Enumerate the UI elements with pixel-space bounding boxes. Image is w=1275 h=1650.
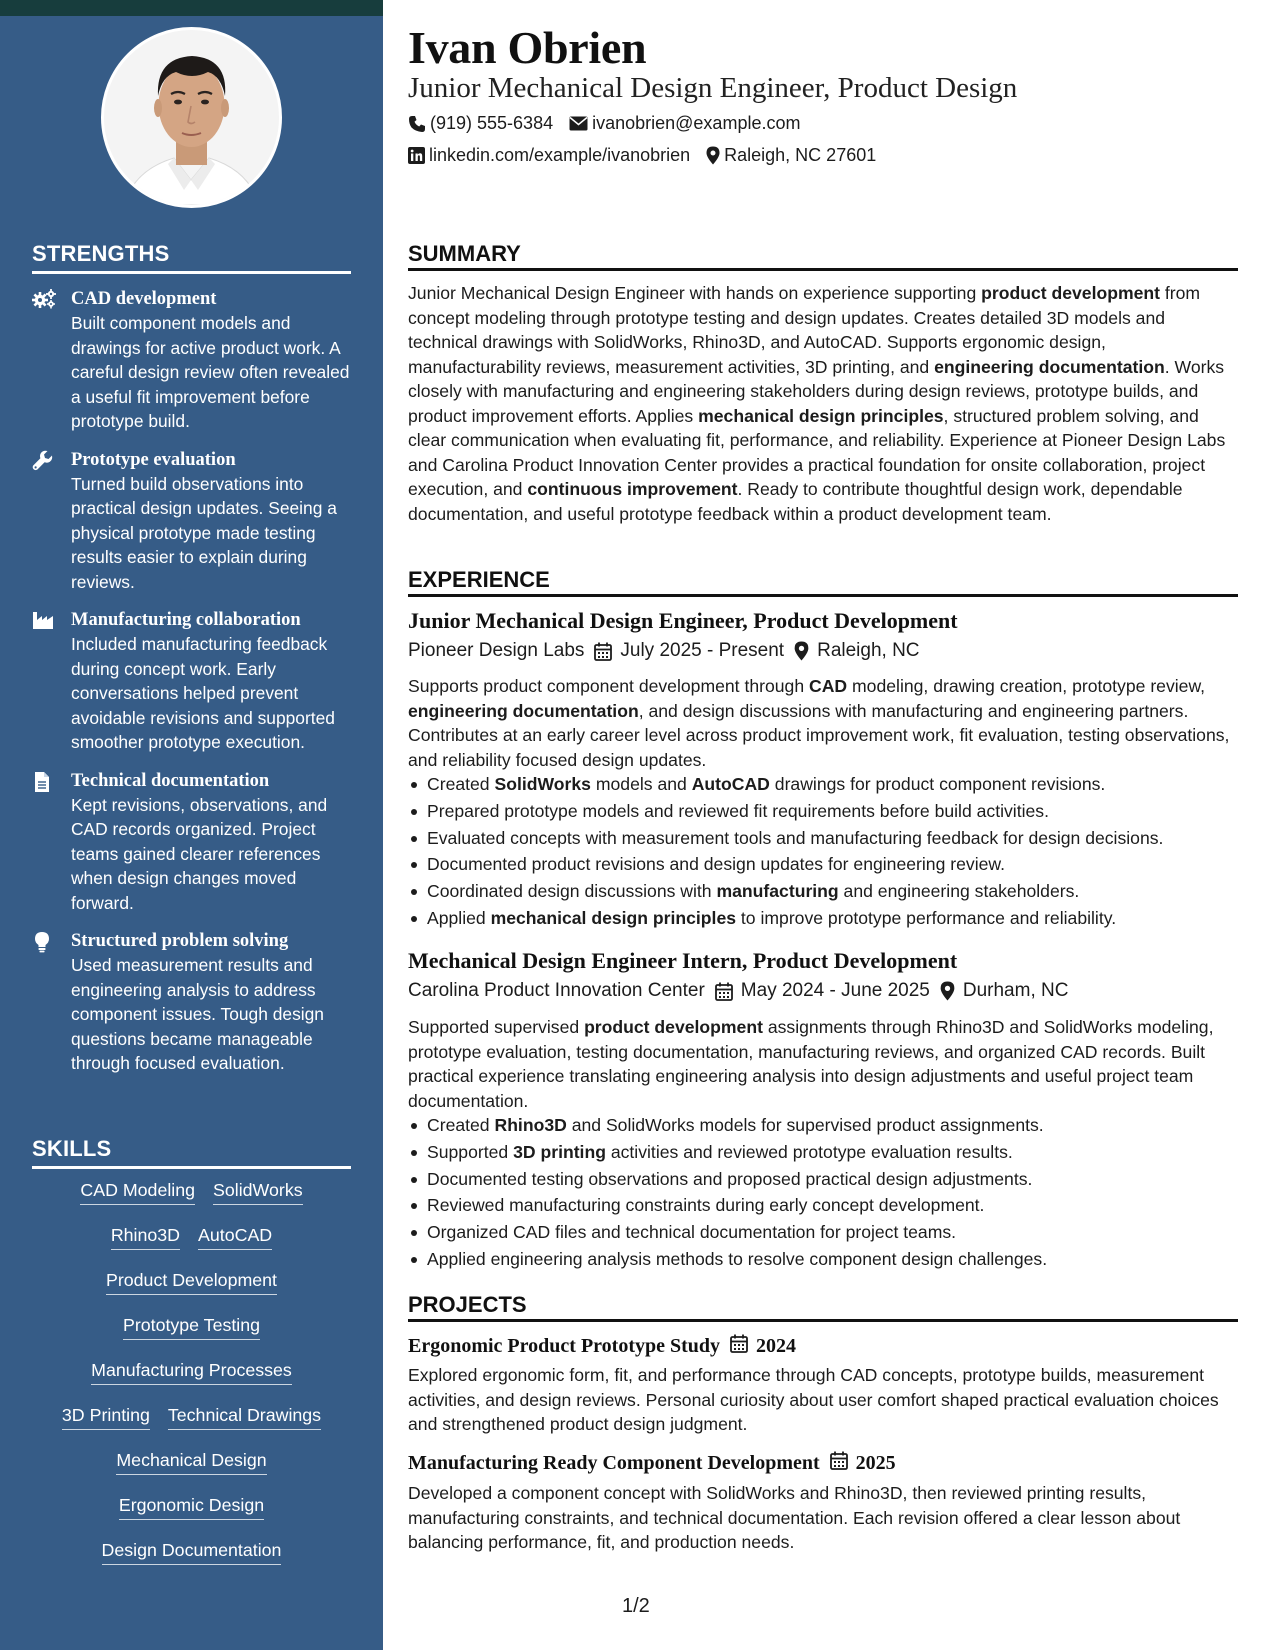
page-number: 1/2: [622, 1595, 650, 1617]
project-description: Developed a component concept with SolidWorks and Rhino3D, then reviewed printing results, manufacturing constraints, and technical documentation. Each revision offered a clear lesson about balancing performance, fit, and production needs.: [408, 1483, 1181, 1552]
bold-text: engineering documentation: [934, 356, 1165, 377]
summary-text: [408, 281, 1238, 526]
text-run: Supported: [427, 1141, 514, 1162]
skill-chip: Product Development: [106, 1268, 277, 1295]
bullet-item: [408, 771, 1238, 798]
text-run: , structured problem solving, and clear communication when evaluating fit, performance, and reliability. Experience at Pioneer Design Labs and Carolina Product Innovation Center provides a practical foundation for onsite collaboration, project execution, and: [408, 405, 1226, 499]
strengths-heading: STRENGTHS: [32, 241, 351, 274]
strength-item: [32, 287, 354, 434]
project-date: [830, 1451, 896, 1476]
skill-row: [32, 1403, 351, 1448]
text-run: Supports product component development through: [408, 676, 810, 696]
bold-text: mechanical design principles: [490, 907, 737, 928]
strength-description: Built component models and drawings for active product work. A careful design review often revealed a useful fit improvement before prototype build.: [71, 313, 350, 431]
bold-text: continuous improvement: [527, 479, 738, 499]
skill-chip: Manufacturing Processes: [91, 1358, 292, 1385]
project-title-row: [408, 1451, 896, 1476]
bullet-item: [408, 1246, 1238, 1273]
linkedin-icon: [408, 147, 425, 164]
calendar-icon: [730, 1334, 748, 1359]
location-text: Raleigh, NC 27601: [724, 145, 877, 165]
skill-chip: Rhino3D: [111, 1223, 180, 1250]
project-title: Ergonomic Product Prototype Study: [408, 1335, 721, 1357]
text-run: Applied: [427, 907, 491, 928]
project-year: 2024: [756, 1335, 797, 1357]
text-run: Created: [427, 1115, 495, 1135]
map-pin-icon: [940, 981, 955, 1001]
text-run: Reviewed manufacturing constraints during early concept development.: [427, 1195, 985, 1216]
strength-title: Manufacturing collaboration: [71, 610, 301, 630]
linkedin-contact: [408, 145, 690, 166]
phone-contact: [408, 113, 553, 134]
job-description: [408, 674, 1238, 772]
profile-photo: [101, 27, 282, 208]
text-run: to improve prototype performance and reliability.: [736, 907, 1117, 928]
text-run: Junior Mechanical Design Engineer with hands on experience supporting: [408, 283, 982, 303]
bullet-item: [408, 825, 1238, 852]
text-run: Applied engineering analysis methods to resolve component design challenges.: [427, 1248, 1048, 1269]
bold-text: Rhino3D: [494, 1115, 567, 1135]
job-title: Mechanical Design Engineer Intern, Product Development: [408, 948, 958, 973]
skill-row: [32, 1268, 351, 1313]
company-name: Carolina Product Innovation Center: [408, 980, 705, 1001]
project-date: [730, 1334, 796, 1359]
job-dates: [594, 640, 784, 662]
map-pin-icon: [706, 146, 720, 165]
bullet-item: [408, 798, 1238, 825]
bold-text: manufacturing: [716, 881, 839, 902]
email-contact: [569, 113, 800, 134]
job-meta: [408, 640, 920, 662]
document-icon: [32, 771, 56, 793]
job-dates: [715, 980, 930, 1002]
wrench-icon: [32, 450, 56, 472]
bullet-item: [408, 1139, 1238, 1166]
date-range: July 2025 - Present: [620, 640, 785, 661]
strength-item: [32, 448, 354, 595]
project-description: Explored ergonomic form, fit, and performance through CAD concepts, prototype builds, measurement activities, and design reviews. Personal curiosity about user comfort shaped practical evaluation choices and strengthened product design judgment.: [408, 1365, 1219, 1434]
experience-heading: EXPERIENCE: [408, 567, 1238, 597]
text-run: drawings for product component revisions.: [769, 774, 1106, 794]
bullet-item: [408, 1219, 1238, 1246]
strength-description: Used measurement results and engineering analysis to address component issues. Tough design questions became manageable through focused evaluation.: [71, 955, 324, 1073]
skill-chip: Mechanical Design: [116, 1448, 266, 1475]
job-title: Junior Mechanical Design Engineer, Product Development: [408, 608, 958, 633]
skill-row: [32, 1223, 351, 1268]
bold-text: 3D printing: [513, 1141, 606, 1162]
strength-title: Prototype evaluation: [71, 449, 236, 470]
email-address: ivanobrien@example.com: [592, 113, 801, 133]
lightbulb-icon: [32, 931, 56, 953]
bullet-item: [408, 905, 1238, 932]
job-bullets: [408, 1112, 1238, 1273]
bold-text: CAD: [809, 676, 848, 696]
skills-list: [32, 1178, 351, 1583]
text-run: activities and reviewed prototype evaluation results.: [605, 1141, 1013, 1162]
bullet-item: [408, 1166, 1238, 1193]
text-run: Evaluated concepts with measurement tools and manufacturing feedback for design decisions.: [427, 827, 1164, 848]
skill-chip: Technical Drawings: [168, 1403, 321, 1430]
calendar-icon: [830, 1451, 848, 1476]
job-description: [408, 1015, 1238, 1113]
skills-heading: SKILLS: [32, 1136, 351, 1169]
gears-icon: [32, 289, 56, 311]
phone-icon: [408, 115, 426, 133]
bold-text: engineering documentation: [408, 700, 639, 721]
contact-row: [408, 113, 800, 134]
text-run: Prepared prototype models and reviewed fit requirements before build activities.: [427, 800, 1049, 821]
contact-row: [408, 145, 876, 166]
skill-chip: AutoCAD: [198, 1223, 272, 1250]
text-run: assignments through Rhino3D and SolidWorks modeling, prototype evaluation, testing documentation, manufacturing reviews, and organized CAD records. Built practical experience translating engineering analysis into design adjustments and useful project team documentation.: [408, 1017, 1214, 1111]
location-text: Raleigh, NC: [817, 640, 920, 661]
location-text: Durham, NC: [962, 980, 1069, 1001]
skill-row: [32, 1178, 351, 1223]
text-run: from concept modeling through prototype testing and design updates. Creates detailed 3D models and technical drawings with SolidWorks, Rhino3D, and AutoCAD. Supports ergonomic design, manufacturability reviews, measurement activities, 3D printing, and: [408, 283, 1201, 377]
skill-row: [32, 1448, 351, 1493]
job-location: [940, 980, 1069, 1002]
text-run: , and design discussions with manufacturing and engineering partners. Contributes at an early career level across product improvement work, fit evaluation, testing observations, and reliability focused design updates.: [408, 700, 1230, 770]
skill-chip: Prototype Testing: [123, 1313, 260, 1340]
calendar-icon: [594, 642, 612, 661]
bullet-item: [408, 851, 1238, 878]
candidate-title: Junior Mechanical Design Engineer, Product Design: [408, 72, 1018, 104]
projects-heading: PROJECTS: [408, 1292, 1238, 1322]
project-year: 2025: [855, 1452, 896, 1474]
project-title-row: [408, 1334, 796, 1359]
project-title: Manufacturing Ready Component Development: [408, 1452, 820, 1474]
sidebar-top-bar: [0, 0, 383, 16]
strength-title: CAD development: [71, 289, 217, 309]
text-run: Organized CAD files and technical documentation for project teams.: [427, 1222, 957, 1243]
location-contact: [706, 145, 876, 166]
job-meta: [408, 980, 1068, 1002]
text-run: and SolidWorks models for supervised product assignments.: [566, 1115, 1044, 1135]
date-range: May 2024 - June 2025: [740, 980, 930, 1001]
bullet-item: [408, 1112, 1238, 1139]
text-run: Documented product revisions and design updates for engineering review.: [427, 854, 1006, 875]
text-run: Documented testing observations and proposed practical design adjustments.: [427, 1168, 1033, 1189]
strength-title: Structured problem solving: [71, 931, 289, 951]
candidate-name: Ivan Obrien: [408, 22, 647, 73]
skill-chip: CAD Modeling: [80, 1178, 195, 1205]
text-run: . Works closely with manufacturing and engineering stakeholders during design reviews, prototype builds, and product improvement efforts. Applies: [408, 356, 1225, 426]
strengths-list: [32, 287, 354, 1090]
strength-title: Technical documentation: [71, 770, 270, 791]
bold-text: AutoCAD: [691, 774, 770, 794]
skill-chip: Design Documentation: [102, 1538, 282, 1565]
text-run: Created: [427, 774, 495, 794]
calendar-icon: [715, 982, 733, 1001]
job-location: [794, 640, 919, 662]
map-pin-icon: [794, 641, 809, 661]
skill-chip: 3D Printing: [62, 1403, 150, 1430]
skill-row: [32, 1358, 351, 1403]
summary-heading: SUMMARY: [408, 241, 1238, 271]
skill-row: [32, 1538, 351, 1583]
industry-icon: [32, 610, 56, 632]
text-run: . Ready to contribute thoughtful design work, dependable documentation, and useful prototype feedback within a product development team.: [408, 479, 1183, 524]
strength-description: Included manufacturing feedback during concept work. Early conversations helped prevent avoidable revisions and supported smoother prototype execution.: [71, 634, 335, 752]
text-run: and engineering stakeholders.: [838, 881, 1080, 902]
skill-row: [32, 1313, 351, 1358]
job-bullets: [408, 771, 1238, 932]
envelope-icon: [569, 116, 588, 131]
bold-text: product development: [981, 283, 1161, 303]
strength-item: [32, 929, 354, 1076]
bold-text: mechanical design principles: [698, 405, 944, 426]
text-run: models and: [590, 774, 692, 794]
bullet-item: [408, 1192, 1238, 1219]
text-run: modeling, drawing creation, prototype review,: [847, 676, 1206, 696]
text-run: Coordinated design discussions with: [427, 881, 717, 902]
skill-chip: SolidWorks: [213, 1178, 303, 1205]
skill-row: [32, 1493, 351, 1538]
strength-description: Kept revisions, observations, and CAD records organized. Project teams gained clearer references when design changes moved forward.: [71, 794, 328, 913]
linkedin-url: linkedin.com/example/ivanobrien: [429, 145, 691, 165]
company-name: Pioneer Design Labs: [408, 640, 585, 661]
skill-chip: Ergonomic Design: [119, 1493, 264, 1520]
sidebar: [0, 0, 383, 1650]
bold-text: product development: [584, 1017, 763, 1037]
bold-text: SolidWorks: [494, 774, 591, 794]
strength-item: [32, 608, 354, 755]
strength-item: [32, 769, 354, 916]
text-run: Supported supervised: [408, 1017, 585, 1037]
bullet-item: [408, 878, 1238, 905]
phone-number: (919) 555-6384: [430, 113, 554, 133]
strength-description: Turned build observations into practical design updates. Seeing a physical prototype made testing results easier to explain during reviews.: [71, 473, 337, 592]
